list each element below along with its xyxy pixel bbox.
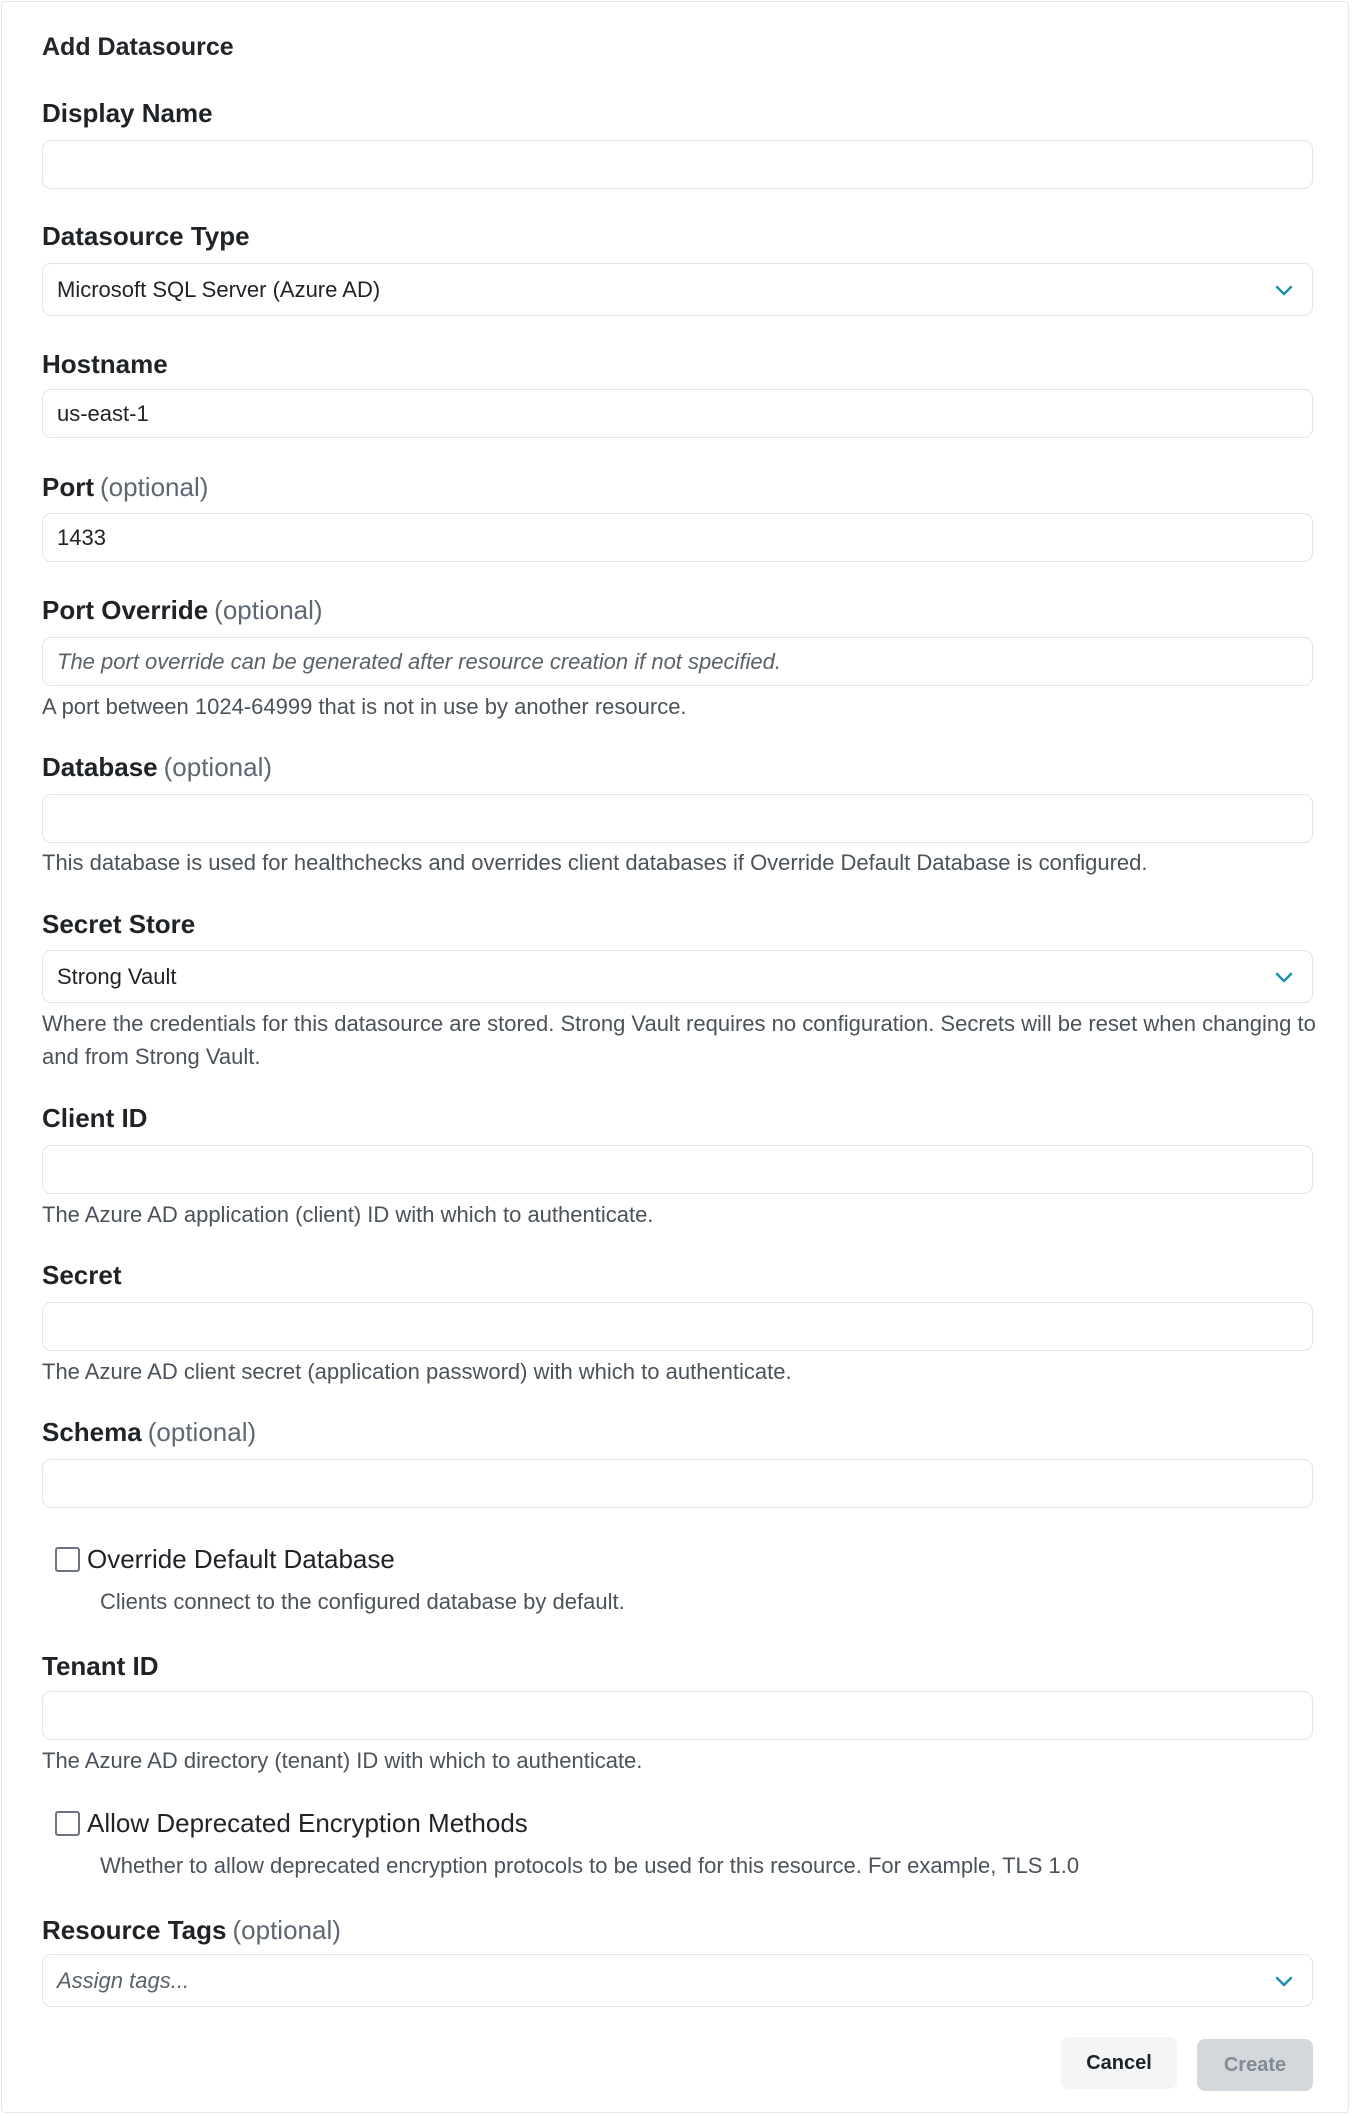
hostname-label: Hostname xyxy=(42,349,168,379)
allow-deprecated-encryption-help: Whether to allow deprecated encryption protocols to be used for this resource. For example, TLS 1.0 xyxy=(100,1853,1080,1878)
allow-deprecated-encryption-checkbox[interactable] xyxy=(55,1811,80,1836)
display-name-input[interactable] xyxy=(42,140,1313,189)
resource-tags-label: Resource Tags (optional) xyxy=(42,1915,341,1945)
port-override-label: Port Override (optional) xyxy=(42,595,323,625)
database-help: This database is used for healthchecks and overrides client databases if Override Default Database is configured. xyxy=(42,850,1148,875)
tenant-id-label: Tenant ID xyxy=(42,1651,159,1681)
secret-label: Secret xyxy=(42,1260,122,1290)
tenant-id-input[interactable] xyxy=(42,1691,1313,1740)
chevron-down-icon xyxy=(1272,1969,1296,1993)
schema-label: Schema (optional) xyxy=(42,1417,257,1447)
schema-input[interactable] xyxy=(42,1459,1313,1508)
add-datasource-dialog xyxy=(1,1,1349,2113)
datasource-type-value: Microsoft SQL Server (Azure AD) xyxy=(57,276,381,302)
secret-store-label: Secret Store xyxy=(42,909,196,939)
port-override-help: A port between 1024-64999 that is not in use by another resource. xyxy=(42,694,687,719)
override-default-database-help: Clients connect to the configured database by default. xyxy=(100,1589,625,1614)
display-name-label: Display Name xyxy=(42,98,213,128)
resource-tags-select[interactable] xyxy=(42,1954,1313,2007)
port-label: Port (optional) xyxy=(42,472,209,502)
secret-input[interactable] xyxy=(42,1302,1313,1351)
database-label: Database (optional) xyxy=(42,752,273,782)
database-input[interactable] xyxy=(42,794,1313,843)
override-default-database-checkbox[interactable] xyxy=(55,1547,80,1572)
secret-help: The Azure AD client secret (application password) with which to authenticate. xyxy=(42,1359,792,1384)
allow-deprecated-encryption-label[interactable]: Allow Deprecated Encryption Methods xyxy=(87,1808,528,1838)
chevron-down-icon xyxy=(1272,965,1296,989)
client-id-label: Client ID xyxy=(42,1103,148,1133)
datasource-type-label: Datasource Type xyxy=(42,221,250,251)
port-input[interactable]: 1433 xyxy=(42,513,1313,562)
override-default-database-label[interactable]: Override Default Database xyxy=(87,1544,395,1574)
chevron-down-icon xyxy=(1272,278,1296,302)
hostname-input[interactable]: us-east-1 xyxy=(42,389,1313,438)
client-id-help: The Azure AD application (client) ID with which to authenticate. xyxy=(42,1202,654,1227)
resource-tags-placeholder: Assign tags... xyxy=(57,1967,190,1993)
port-override-input[interactable]: The port override can be generated after resource creation if not specified. xyxy=(42,637,1313,686)
datasource-type-select[interactable] xyxy=(42,263,1313,316)
client-id-input[interactable] xyxy=(42,1145,1313,1194)
cancel-button[interactable]: Cancel xyxy=(1061,2037,1177,2089)
tenant-id-help: The Azure AD directory (tenant) ID with which to authenticate. xyxy=(42,1748,643,1773)
secret-store-help: Where the credentials for this datasource are stored. Strong Vault requires no configuration. Secrets will be reset when changing to and from Strong Vault. xyxy=(42,1011,1316,1069)
secret-store-select[interactable] xyxy=(42,950,1313,1003)
secret-store-value: Strong Vault xyxy=(57,963,177,989)
dialog-title: Add Datasource xyxy=(42,33,234,61)
create-button[interactable]: Create xyxy=(1197,2039,1313,2091)
